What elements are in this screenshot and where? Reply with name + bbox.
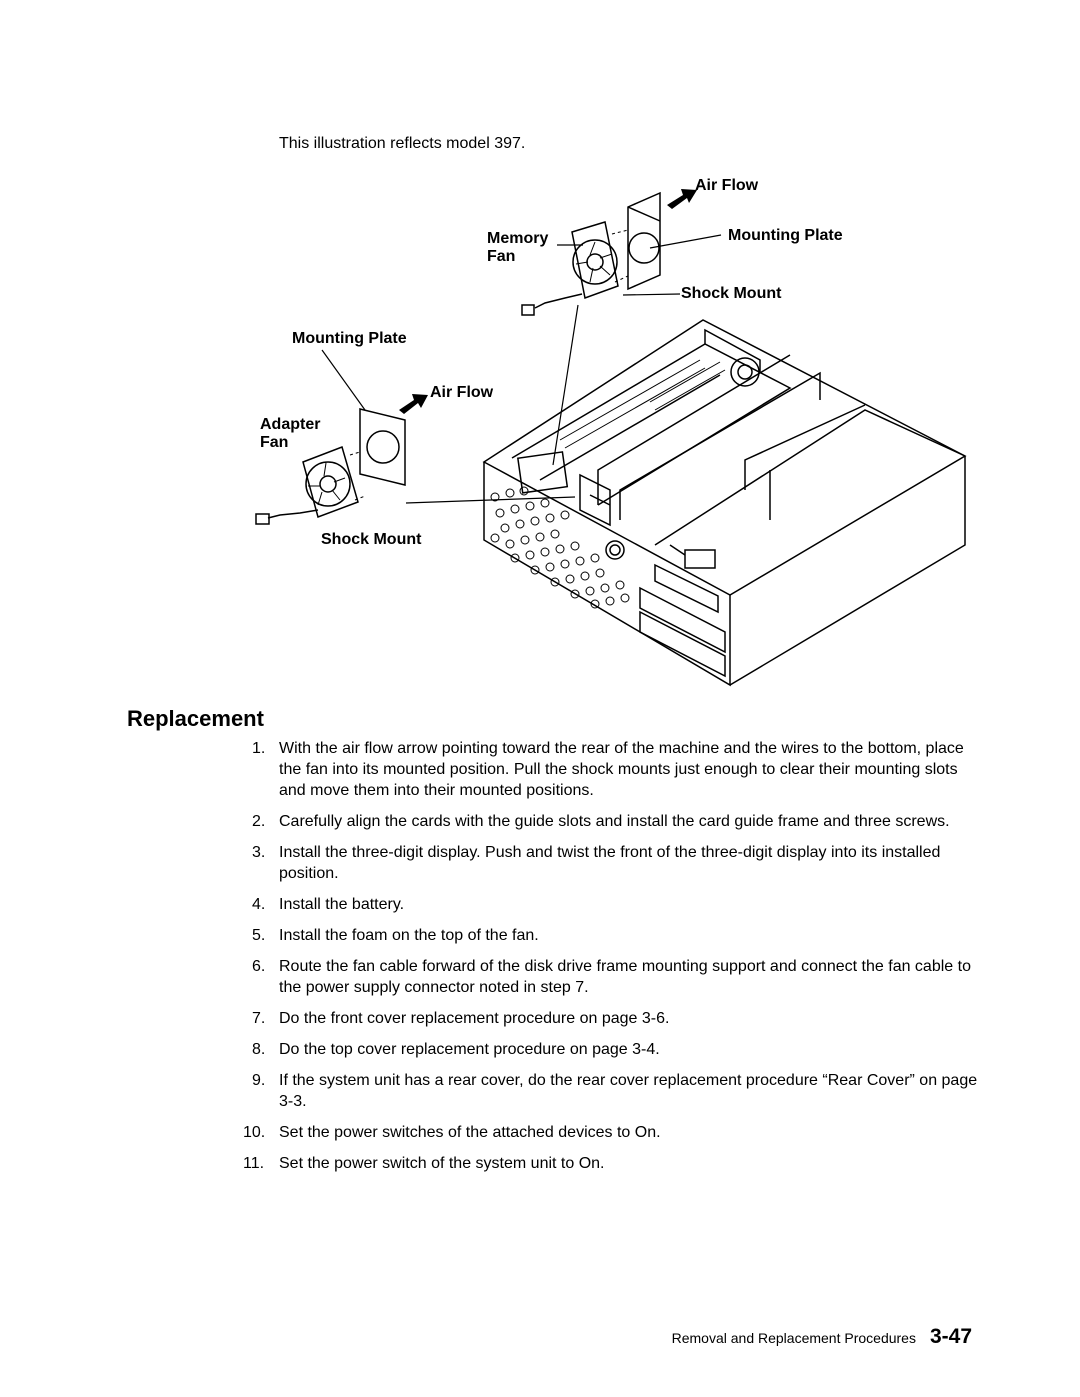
step-text: Route the fan cable forward of the disk drive frame mounting support and connect the fan cable to the power supply connector noted in step 7. — [279, 958, 971, 996]
replacement-steps — [240, 738, 980, 1184]
air-flow-arrow-left — [399, 394, 428, 414]
step-text: Carefully align the cards with the guide slots and install the card guide frame and three screws. — [279, 813, 950, 830]
step-text: Install the battery. — [279, 896, 405, 913]
step-text: Do the front cover replacement procedure on page 3-6. — [279, 1010, 670, 1027]
label-adapter: Adapter — [260, 416, 321, 433]
label-adapter-fan: Fan — [260, 434, 289, 451]
list-item: 8. Do the top cover replacement procedure on page 3-4. — [252, 1041, 660, 1058]
step-text: With the air flow arrow pointing toward the rear of the machine and the wires to the bottom, place the fan into its mounted position. Pull the shock mounts just enough to clear their mounting slots and move them into their mounted positions. — [279, 740, 964, 799]
step-text: Install the three-digit display. Push and twist the front of the three-digit display into its installed position. — [279, 844, 941, 882]
label-air-flow-top: Air Flow — [695, 177, 759, 194]
list-item: 6. Route the fan cable forward of the disk drive frame mounting support and connect the fan cable to the power supply connector noted in step 7. — [252, 958, 971, 996]
label-shock-mount-bottom: Shock Mount — [321, 531, 422, 548]
step-text: Set the power switches of the attached devices to On. — [279, 1124, 661, 1141]
label-mounting-plate-left: Mounting Plate — [292, 330, 407, 347]
air-flow-arrow-top — [667, 189, 697, 209]
list-item: 11. Set the power switch of the system unit to On. — [243, 1155, 605, 1172]
figure-caption: This illustration reflects model 397. — [279, 135, 526, 152]
step-text: Set the power switch of the system unit to On. — [279, 1155, 605, 1172]
section-title: Replacement — [127, 706, 264, 731]
step-text: If the system unit has a rear cover, do the rear cover replacement procedure “Rear Cover” on page 3-3. — [279, 1072, 978, 1110]
memory-fan-assembly — [522, 193, 660, 315]
list-item: 10. Set the power switches of the attached devices to On. — [243, 1124, 661, 1141]
step-text: Do the top cover replacement procedure on page 3-4. — [279, 1041, 660, 1058]
page-number: 3-47 — [929, 1325, 972, 1348]
list-item: 3. Install the three-digit display. Push and twist the front of the three-digit display into its installed position. — [252, 844, 941, 882]
list-item: 1. With the air flow arrow pointing toward the rear of the machine and the wires to the bottom, place the fan into its mounted position. Pull the shock mounts just enough to clear their mounting slots and move them into their mounted positions. — [252, 740, 964, 799]
list-item: 7. Do the front cover replacement procedure on page 3-6. — [252, 1010, 670, 1027]
label-mounting-plate-top: Mounting Plate — [728, 227, 843, 244]
list-item: 4. Install the battery. — [252, 896, 405, 913]
footer-section-name: Removal and Replacement Procedures — [671, 1330, 916, 1346]
label-memory: Memory — [487, 230, 549, 247]
system-unit-chassis — [484, 320, 965, 685]
label-shock-mount-top: Shock Mount — [681, 285, 782, 302]
step-text: Install the foam on the top of the fan. — [279, 927, 539, 944]
page-footer — [672, 1325, 972, 1349]
list-item: 5. Install the foam on the top of the fan. — [252, 927, 539, 944]
list-item: 9. If the system unit has a rear cover, do the rear cover replacement procedure “Rear Cover” on page 3-3. — [252, 1072, 978, 1110]
label-memory-fan: Fan — [487, 248, 516, 265]
list-item: 2. Carefully align the cards with the guide slots and install the card guide frame and three screws. — [252, 813, 950, 830]
label-air-flow-left: Air Flow — [430, 384, 494, 401]
